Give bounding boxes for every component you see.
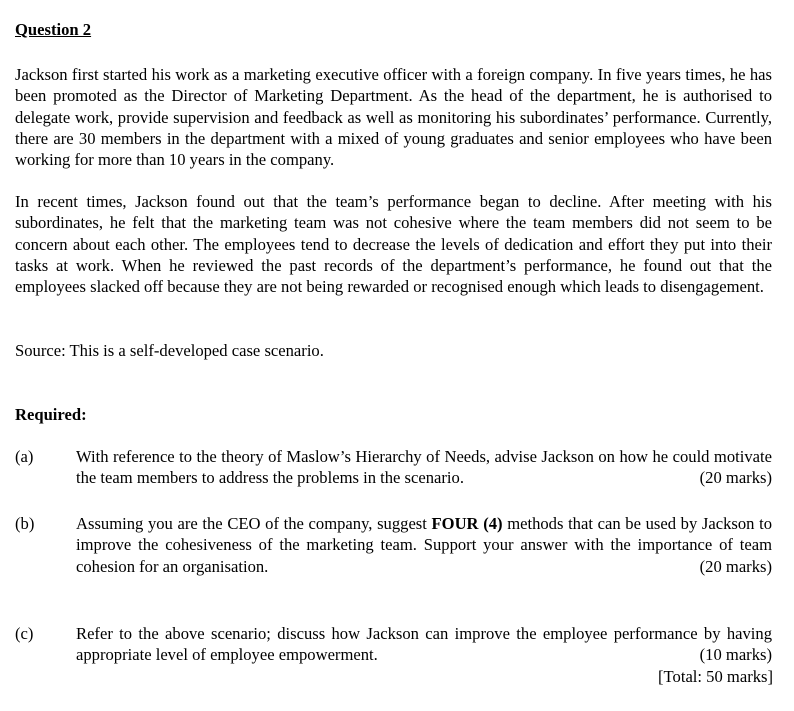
question-title: Question 2 <box>15 20 92 39</box>
scenario-paragraph-1: Jackson first started his work as a marketing executive officer with a foreign company. In five years times, he has been promoted as the Director of Marketing Department. As the head of the department, he is authorised to delegate work, provide supervision and feedback as well as monitoring his subordinates’ performance. Currently, there are 30 members in the department with a mixed of young graduates and senior employees who have been working for more than 10 years in the company. <box>15 65 772 170</box>
question-b-marks: (20 marks) <box>699 556 772 576</box>
question-a-text: With reference to the theory of Maslow’s Hierarchy of Needs, advise Jackson on how he could motivate the team members to address the problems in the scenario. <box>76 447 772 488</box>
scenario-paragraph-2: In recent times, Jackson found out that the team’s performance began to decline. After meeting with his subordinates, he felt that the marketing team was not cohesive where the team members did not seem to be concern about each other. The employees tend to decrease the levels of dedication and effort they put into their tasks at work. When he reviewed the past records of the department’s performance, he found out that the employees slacked off because they are not being rewarded or recognised enough which leads to disengagement. <box>15 192 772 297</box>
required-heading: Required: <box>15 405 87 424</box>
question-c-label: (c) <box>15 624 34 643</box>
question-b-text-before: Assuming you are the CEO of the company, suggest <box>76 514 432 533</box>
total-marks: [Total: 50 marks] <box>658 667 773 686</box>
scenario-source: Source: This is a self-developed case scenario. <box>15 341 324 360</box>
question-a-marks: (20 marks) <box>699 468 772 488</box>
question-b-text <box>76 513 772 577</box>
question-c-text: Refer to the above scenario; discuss how Jackson can improve the employee performance by having appropriate level of employee empowerment. <box>76 624 772 665</box>
question-b-label: (b) <box>15 514 35 533</box>
question-a-label: (a) <box>15 447 34 466</box>
question-b-text-after: methods that can be used by Jackson to improve the cohesiveness of the marketing team. Support your answer with the importance of team cohesion for an organisation. <box>76 514 772 576</box>
question-c-marks: (10 marks) <box>699 645 772 665</box>
question-b-bold-count: FOUR (4) <box>431 514 503 533</box>
